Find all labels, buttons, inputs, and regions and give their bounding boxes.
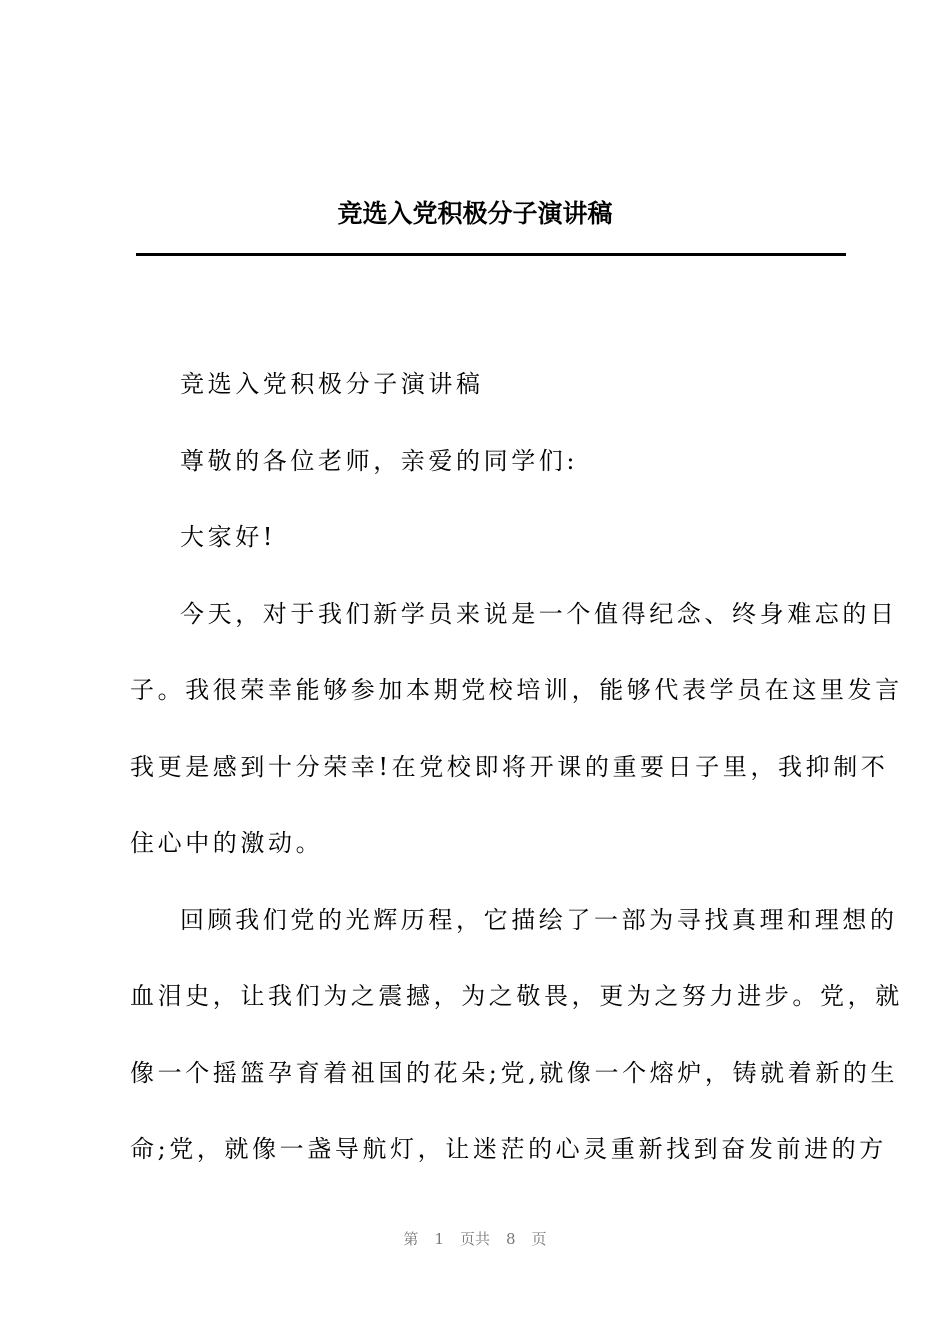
document-title: 竞选入党积极分子演讲稿 (337, 199, 613, 228)
paragraph (130, 346, 850, 423)
paragraph-line: 尊敬的各位老师，亲爱的同学们: (180, 446, 579, 475)
paragraph (130, 423, 850, 500)
page-total: 8 (506, 1230, 516, 1248)
footer-word: 页 (531, 1230, 547, 1248)
page-footer (0, 1229, 950, 1249)
paragraph-line: 命;党，就像一盏导航灯，让迷茫的心灵重新找到奋发前进的方 (130, 1135, 887, 1163)
paragraph-line: 我更是感到十分荣幸!在党校即将开课的重要日子里，我抑制不 (130, 752, 889, 781)
paragraph-line: 子。我很荣幸能够参加本期党校培训，能够代表学员在这里发言 (130, 676, 903, 704)
paragraph-line: 像一个摇篮孕育着祖国的花朵;党,就像一个熔炉，铸就着新的生 (130, 1058, 899, 1087)
paragraph (130, 576, 903, 882)
paragraph-line: 回顾我们党的光辉历程，它描绘了一部为寻找真理和理想的 (180, 905, 898, 934)
footer-word: 第 (403, 1230, 419, 1248)
document-body (130, 346, 903, 1188)
footer-word: 页共 (459, 1230, 490, 1248)
paragraph (130, 882, 903, 1188)
paragraph-line: 大家好! (180, 523, 277, 551)
title-divider (136, 253, 846, 256)
paragraph (130, 499, 850, 576)
paragraph-line: 住心中的激动。 (130, 829, 324, 857)
page-number: 1 (434, 1230, 444, 1248)
paragraph-line: 血泪史，让我们为之震撼，为之敬畏，更为之努力进步。党，就 (130, 982, 903, 1010)
paragraph-line: 竞选入党积极分子演讲稿 (180, 370, 484, 398)
paragraph-line: 今天，对于我们新学员来说是一个值得纪念、终身难忘的日 (180, 599, 898, 628)
